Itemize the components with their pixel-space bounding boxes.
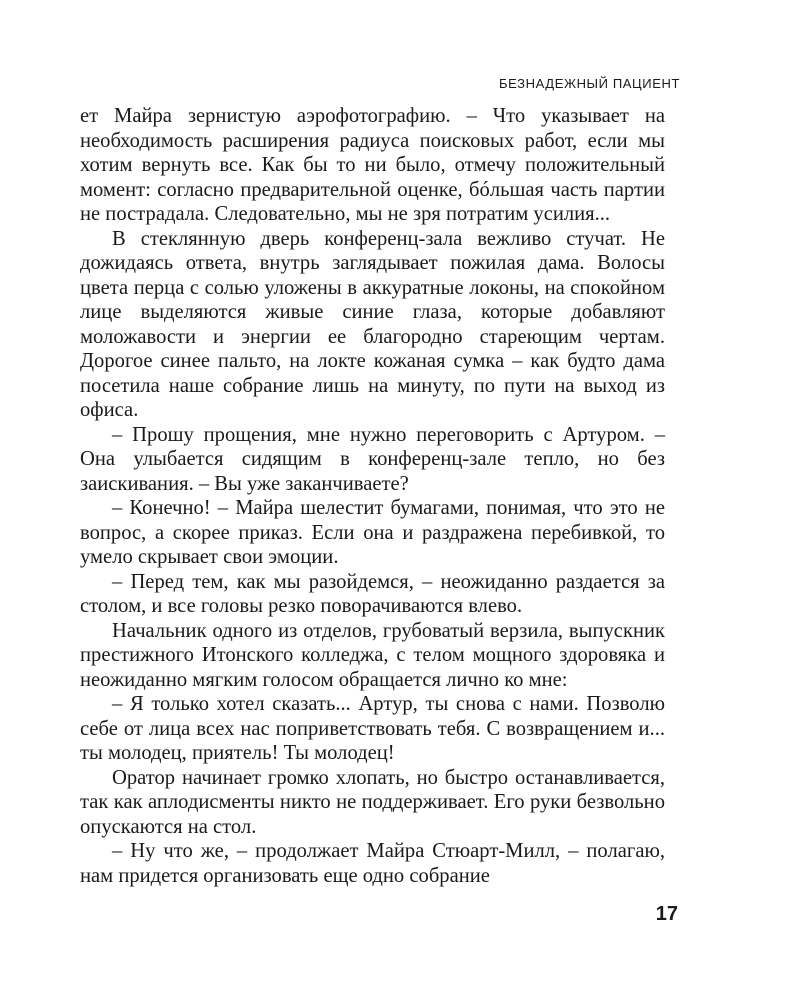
paragraph: – Прошу прощения, мне нужно переговорить с Артуром. – Она улыбается сидящим в конференц-зале тепло, но без заискивания. – Вы уже заканчиваете? — [80, 423, 665, 495]
paragraph: – Ну что же, – продолжает Майра Стюарт-Милл, – полагаю, нам придется организовать еще одно собрание — [80, 840, 665, 887]
body-text — [80, 104, 665, 888]
paragraph: Начальник одного из отделов, грубоватый верзила, выпускник престижного Итонского колледжа, с телом мощного здоровяка и неожиданно мягким голосом обращается лично ко мне: — [80, 619, 665, 691]
paragraph: В стеклянную дверь конференц-зала вежливо стучат. Не дожидаясь ответа, внутрь заглядывает пожилая дама. Волосы цвета перца с солью уложены в аккуратные локоны, на спокойном лице выделяются живые синие глаза, которые добавляют моложавости и энергии ее благородно стареющим чертам. Дорогое синее пальто, на локте кожаная сумка – как будто дама посетила наше собрание лишь на минуту, по пути на выход из офиса. — [80, 227, 665, 421]
paragraph: – Конечно! – Майра шелестит бумагами, понимая, что это не вопрос, а скорее приказ. Если она и раздражена перебивкой, то умело скрывает свои эмоции. — [80, 497, 665, 568]
paragraph: – Я только хотел сказать... Артур, ты снова с нами. Позволю себе от лица всех нас поприветствовать тебя. С возвращением и... ты молодец, приятель! Ты молодец! — [80, 693, 665, 764]
running-head-title: БЕЗНАДЕЖНЫЙ ПАЦИЕНТ — [499, 76, 680, 91]
paragraph: – Перед тем, как мы разойдемся, – неожиданно раздается за столом, и все головы резко поворачиваются влево. — [80, 570, 665, 617]
paragraph: ет Майра зернистую аэрофотографию. – Что указывает на необходимость расширения радиуса поисковых работ, если мы хотим вернуть все. Как бы то ни было, отмечу положительный момент: согласно предварительной оценке, бóльшая часть партии не пострадала. Следовательно, мы не зря потратим усилия... — [80, 105, 665, 225]
page-number: 17 — [655, 903, 678, 925]
paragraph: Оратор начинает громко хлопать, но быстро останавливается, так как аплодисменты никто не поддерживает. Его руки безвольно опускаются на стол. — [80, 766, 665, 838]
